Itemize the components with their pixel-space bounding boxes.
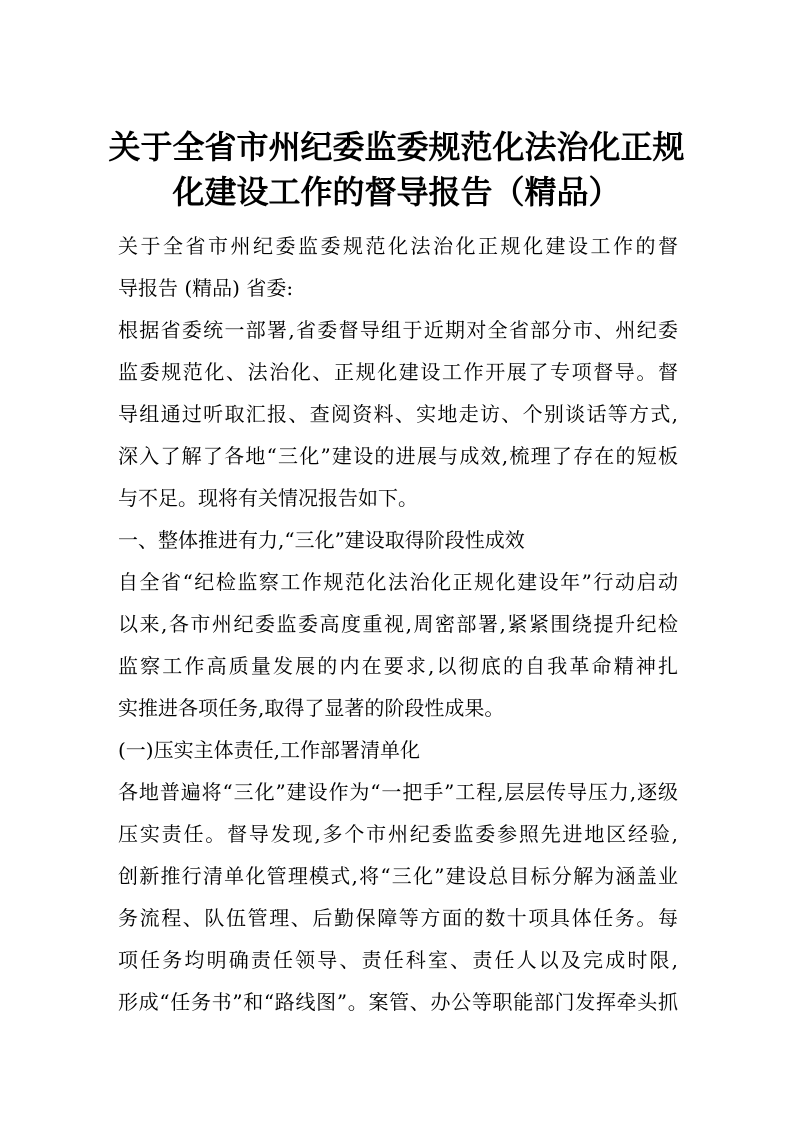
- body-line: 关于全省市州纪委监委规范化法治化正规化建设工作的督: [118, 234, 678, 258]
- body-line: 根据省委统一部署,省委督导组于近期对全省部分市、州纪委: [118, 318, 678, 342]
- document-title-line-2: 化建设工作的督导报告（精品）: [172, 173, 621, 211]
- body-line: 实推进各项任务,取得了显著的阶段性成果。: [118, 696, 505, 720]
- body-line: 创新推行清单化管理模式,将“三化”建设总目标分解为涵盖业: [118, 864, 678, 888]
- body-line: 项任务均明确责任领导、责任科室、责任人以及完成时限,: [118, 948, 678, 972]
- body-line: 务流程、队伍管理、后勤保障等方面的数十项具体任务。每: [118, 906, 678, 930]
- body-line: 形成“任务书”和“路线图”。案管、办公等职能部门发挥牵头抓: [118, 990, 678, 1014]
- body-line: 导组通过听取汇报、查阅资料、实地走访、个别谈话等方式,: [118, 402, 678, 426]
- section-heading: 一、整体推进有力,“三化”建设取得阶段性成效: [118, 528, 525, 552]
- body-line: 自全省“纪检监察工作规范化法治化正规化建设年”行动启动: [118, 570, 678, 594]
- body-line: 监察工作高质量发展的内在要求,以彻底的自我革命精神扎: [118, 654, 678, 678]
- body-line: 以来,各市州纪委监委高度重视,周密部署,紧紧围绕提升纪检: [118, 612, 678, 636]
- body-line: 深入了解了各地“三化”建设的进展与成效,梳理了存在的短板: [118, 444, 678, 468]
- subsection-heading: (一)压实主体责任,工作部署清单化: [118, 738, 420, 762]
- body-line: 监委规范化、法治化、正规化建设工作开展了专项督导。督: [118, 360, 678, 384]
- document-title-line-1: 关于全省市州纪委监委规范化法治化正规: [108, 128, 685, 166]
- body-line: 与不足。现将有关情况报告如下。: [118, 486, 418, 510]
- body-line: 各地普遍将“三化”建设作为“一把手”工程,层层传导压力,逐级: [118, 780, 678, 804]
- body-line: 导报告 (精品) 省委:: [118, 276, 294, 300]
- document-body: [118, 225, 678, 1023]
- body-line: 压实责任。督导发现,多个市州纪委监委参照先进地区经验,: [118, 822, 678, 846]
